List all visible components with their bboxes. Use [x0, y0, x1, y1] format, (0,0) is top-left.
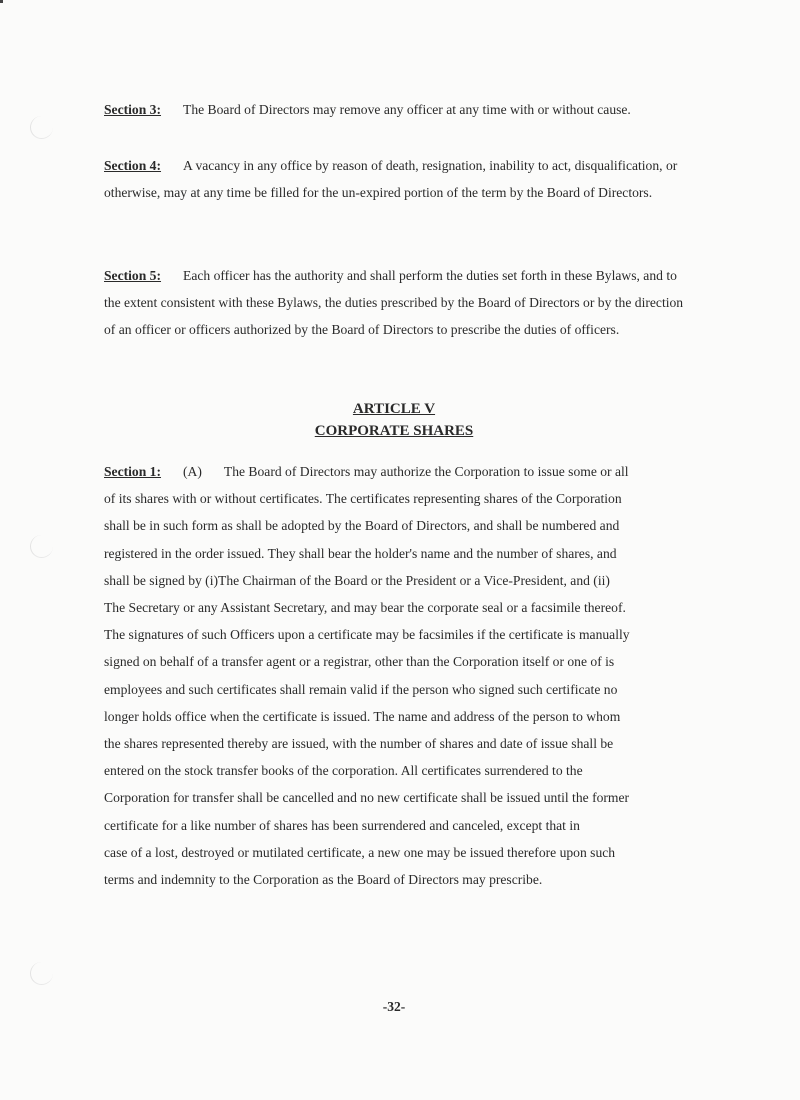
punch-hole-mark: [30, 116, 53, 139]
article-section-1-label: Section 1:: [104, 464, 162, 479]
subsection-a-label: (A): [183, 464, 202, 479]
section-4-paragraph: [104, 152, 694, 206]
page-number: -32-: [382, 999, 406, 1014]
section-5-text: Each officer has the authority and shall perform the duties set forth in these Bylaws, and to the extent consistent with these Bylaws, the duties prescribed by the Board of Directors or by the direction of an officer or officers authorized by the Board of Directors to prescribe the duties of officers.: [104, 268, 684, 338]
section-4-text: A vacancy in any office by reason of death, resignation, inability to act, disqualification, or otherwise, may at any time be filled for the un-expired portion of the term by the Board of Directors.: [104, 158, 678, 201]
section-3-paragraph: [104, 96, 694, 123]
scan-corner-mark: [0, 0, 3, 3]
article-number-heading: ARTICLE V: [352, 401, 436, 417]
section-4-label: Section 4:: [104, 158, 162, 173]
article-title-heading: CORPORATE SHARES: [314, 423, 474, 439]
section-3-text: The Board of Directors may remove any officer at any time with or without cause.: [183, 102, 631, 117]
section-3-label: Section 3:: [104, 102, 162, 117]
article-section-1-text: The Board of Directors may authorize the Corporation to issue some or all of its shares with or without certificates. The certificates representing shares of the Corporation shall be in such form as shall be adopted by the Board of Directors, and shall be numbered and registered in the order issued. They shall bear the holder's name and the number of shares, and shall be signed by (i)The Chairman of the Board or the President or a Vice-President, and (ii) The Secretary or any Assistant Secretary, and may bear the corporate seal or a facsimile thereof. The signatures of such Officers upon a certificate may be facsimiles if the certificate is manually signed on behalf of a transfer agent or a registrar, other than the Corporation itself or one of is employees and such certificates shall remain valid if the person who signed such certificate no longer holds office when the certificate is issued. The name and address of the person to whom the shares represented thereby are issued, with the number of shares and date of issue shall be entered on the stock transfer books of the corporation. All certificates surrendered to the Corporation for transfer shall be cancelled and no new certificate shall be issued until the former certificate for a like number of shares has been surrendered and canceled, except that in case of a lost, destroyed or mutilated certificate, a new one may be issued therefore upon such terms and indemnity to the Corporation as the Board of Directors may prescribe.: [104, 464, 630, 888]
section-5-paragraph: [104, 262, 694, 344]
punch-hole-mark: [30, 962, 53, 985]
punch-hole-mark: [30, 535, 53, 558]
section-5-label: Section 5:: [104, 268, 162, 283]
article-section-1-paragraph: [104, 458, 694, 893]
